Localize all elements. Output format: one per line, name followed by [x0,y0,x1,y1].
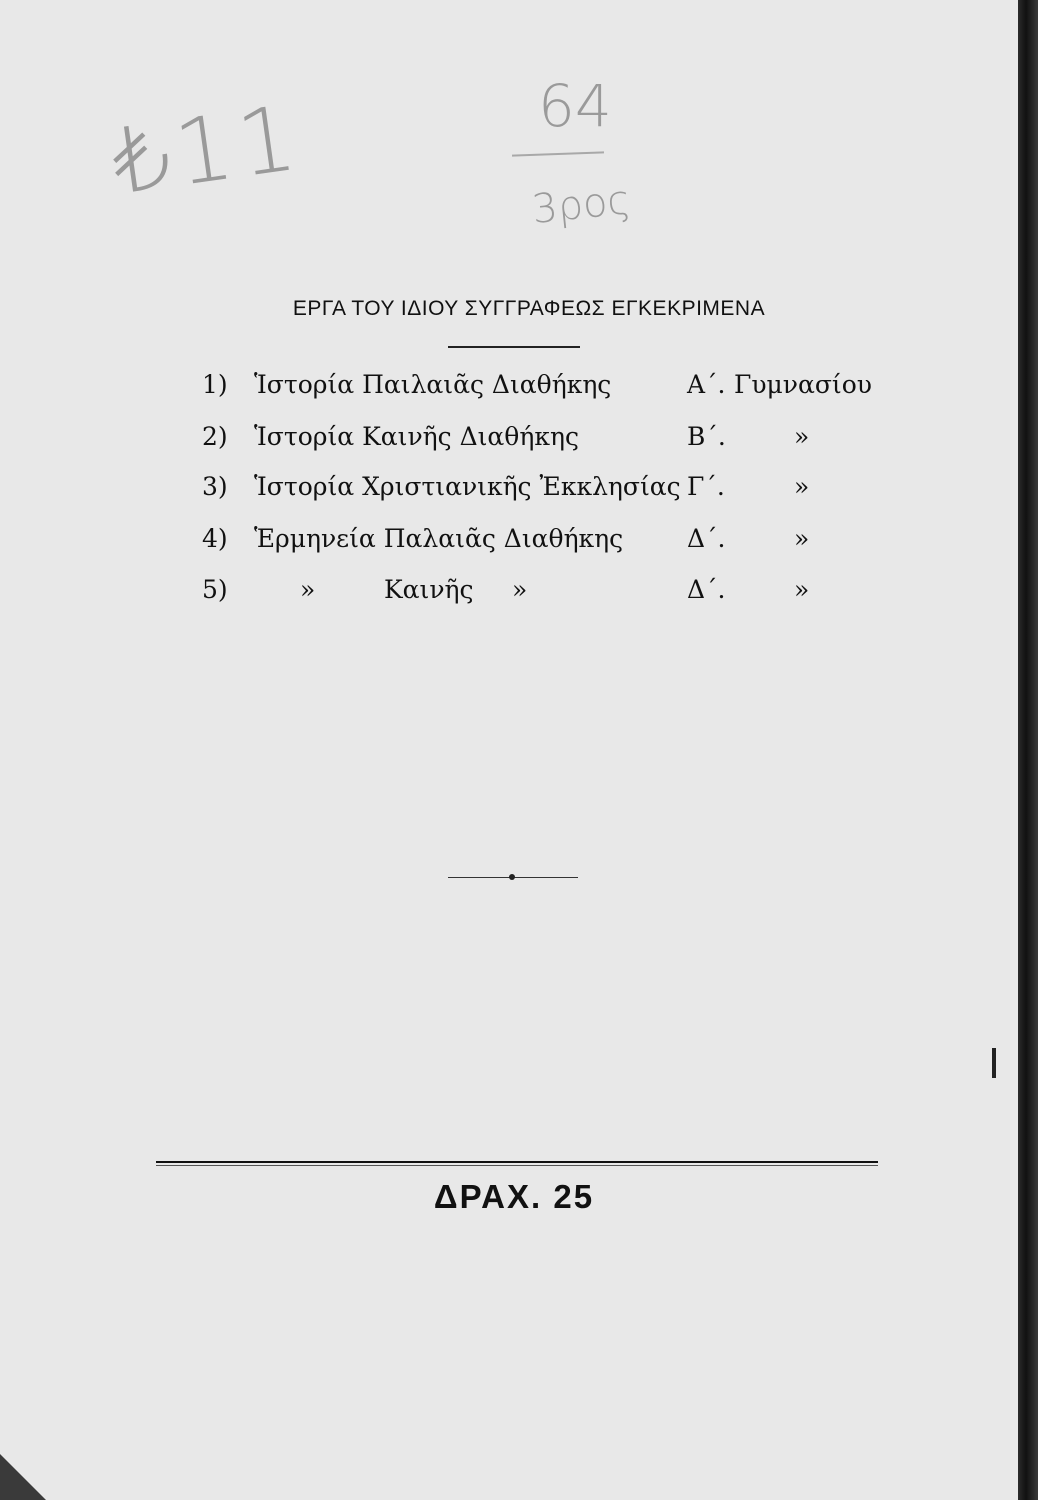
work-number: 4) [202,524,228,553]
work-title: Ἑρμηνεία Παλαιᾶς Διαθήκης [254,524,624,553]
work-number: 1) [202,370,228,399]
work-grade: Δ΄. [687,524,726,553]
work-class: » [794,575,810,604]
work-class: » [794,524,810,553]
pencil-annotation-left: ₺11 [105,85,309,216]
works-heading: ΕΡΓΑ ΤΟΥ ΙΔΙΟΥ ΣΥΓΓΡΑΦΕΩΣ ΕΓΚΕΚΡΙΜΕΝΑ [292,297,766,320]
work-class: Γυμνασίου [734,370,872,399]
ink-mark [992,1048,996,1078]
ornament-dot [509,874,515,880]
pencil-annotation-rule [512,151,604,156]
work-ditto-mark: » [300,575,316,604]
pencil-annotation-bottom: 3ρος [529,176,633,234]
torn-corner [0,1454,46,1500]
work-grade: Β΄. [687,422,726,451]
work-number: 2) [202,422,228,451]
work-number: 5) [202,575,228,604]
work-grade: Δ΄. [687,575,726,604]
heading-divider [448,346,580,348]
work-title: Ἱστορία Καινῆς Διαθήκης [254,422,579,451]
work-class: » [794,472,810,501]
book-spine [1018,0,1038,1500]
work-number: 3) [202,472,228,501]
work-title: Ἱστορία Παιλαιᾶς Διαθήκης [254,370,612,399]
work-title: Καινῆς [384,575,474,604]
price-rule [156,1161,878,1163]
work-title: Ἱστορία Χριστιανικῆς Ἐκκλησίας [254,472,681,501]
work-class: » [794,422,810,451]
pencil-annotation-top: 64 [538,72,612,140]
work-grade: Α΄. [687,370,726,399]
price-label: ΔΡΑΧ. 25 [433,1178,595,1215]
work-grade: Γ΄. [687,472,725,501]
work-ditto-mark: » [512,575,528,604]
price-rule-thin [156,1165,878,1166]
